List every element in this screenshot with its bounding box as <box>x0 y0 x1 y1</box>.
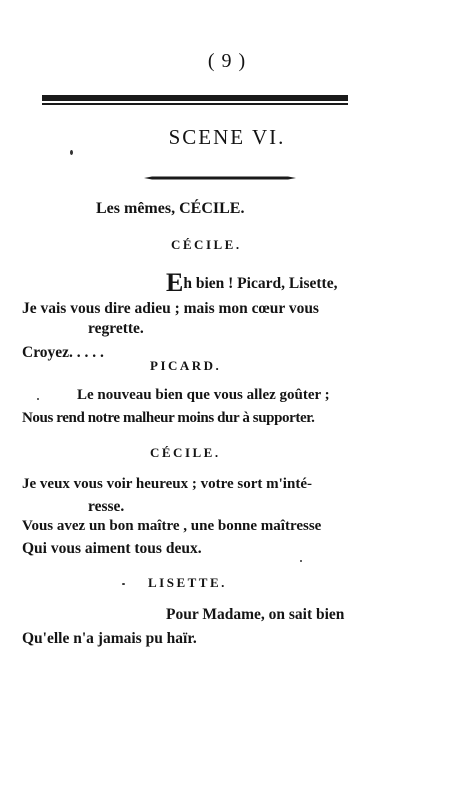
verse-line: resse. <box>88 498 125 515</box>
page-number: ( 9 ) <box>207 50 247 72</box>
speaker-name: LISETTE. <box>148 575 227 590</box>
verse-line <box>166 270 337 296</box>
paper-speck <box>122 583 125 585</box>
header-rule-thick <box>42 95 348 101</box>
verse-line: Pour Madame, on sait bien <box>166 606 345 623</box>
header-rule-thin <box>42 103 348 105</box>
ornamental-rule <box>144 176 296 180</box>
verse-line: Le nouveau bien que vous allez goûter ; <box>77 387 330 403</box>
verse-line: regrette. <box>88 320 144 337</box>
scene-title: SCENE VI. <box>168 125 286 149</box>
drop-cap: E <box>166 268 184 297</box>
verse-line: Je vais vous dire adieu ; mais mon cœur vous <box>22 300 319 317</box>
verse-line: Qui vous aiment tous deux. <box>22 540 202 557</box>
paper-speck <box>37 398 39 400</box>
speaker-name: CÉCILE. <box>171 237 242 252</box>
speaker-name: PICARD. <box>150 358 222 373</box>
verse-line: Qu'elle n'a jamais pu haïr. <box>22 630 197 647</box>
paper-speck <box>300 560 302 562</box>
paper-speck <box>70 150 73 155</box>
stage-direction: Les mêmes, CÉCILE. <box>96 200 245 217</box>
speaker-name: CÉCILE. <box>150 445 221 460</box>
verse-line: Croyez. . . . . <box>22 344 104 361</box>
verse-line: Nous rend notre malheur moins dur à supporter. <box>22 410 315 426</box>
verse-line-text: h bien ! Picard, Lisette, <box>183 275 338 292</box>
verse-line: Je veux vous voir heureux ; votre sort m'inté- <box>22 476 312 492</box>
verse-line: Vous avez un bon maître , une bonne maîtresse <box>22 518 322 534</box>
